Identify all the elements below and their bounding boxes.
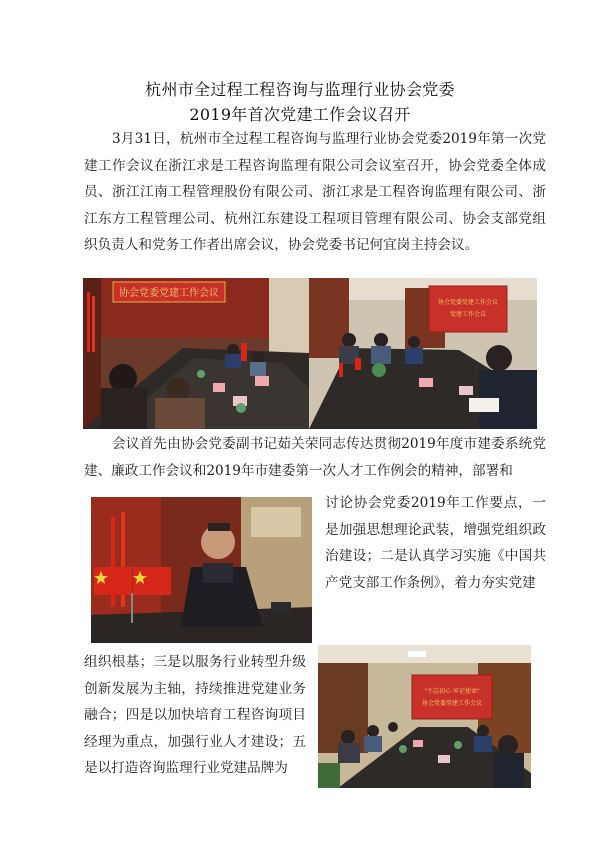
- paragraph-4: 组织根基；三是以服务行业转型升级创新发展为主轴，持续推进党建业务融合；四是以加快培育工程咨询项目经理为重点，加强行业人才建设；五是以打造咨询监理行业党建品牌为: [84, 654, 306, 776]
- paragraph-2: 会议首先由协会党委副书记茹关荣同志传达贯彻2019年度市建委系统党建、廉政工作会议和2019年市建委第一次人才工作例会的精神，部署和: [84, 436, 546, 479]
- photo1-banner-text: 协会党委党建工作会议: [119, 288, 219, 299]
- paragraph-3: 讨论协会党委2019年工作要点，一是加强思想理论武装，增强党组织政治建设；二是认真学习实施《中国共产党支部工作条例》，着力夯实党建: [325, 495, 546, 591]
- article-title-line1: 杭州市全过程工程咨询与监理行业协会党委: [145, 80, 455, 99]
- meeting-photo-3: [318, 645, 531, 788]
- speaker-photo: [91, 497, 312, 643]
- paragraph-1: 3月31日，杭州市全过程工程咨询与监理行业协会党委2019年第一次党建工作会议在浙江求是工程咨询监理有限公司会议室召开，协会党委全体成员、浙江江南工程管理股份有限公司、浙江求是工程咨询监理有限公司、浙江东方工程管理公司、杭州江东建设工程项目管理有限公司、协会支部党组织负责人和党务工作者出席会议，协会党委书记何宜岗主持会议。: [84, 131, 546, 253]
- meeting-photo-1: [83, 278, 309, 429]
- meeting-photo-2: [309, 278, 537, 429]
- photo4-screen-line1: "不忘初心 牢记使命": [424, 688, 480, 695]
- photo2-screen-line1: 协会党委党建工作会议: [437, 299, 499, 306]
- photo4-screen-line2: 协会党委党建工作会议: [421, 700, 483, 707]
- photo2-screen-line2: 党建工作会议: [449, 311, 487, 318]
- article-title-line2: 2019年首次党建工作会议召开: [189, 105, 411, 124]
